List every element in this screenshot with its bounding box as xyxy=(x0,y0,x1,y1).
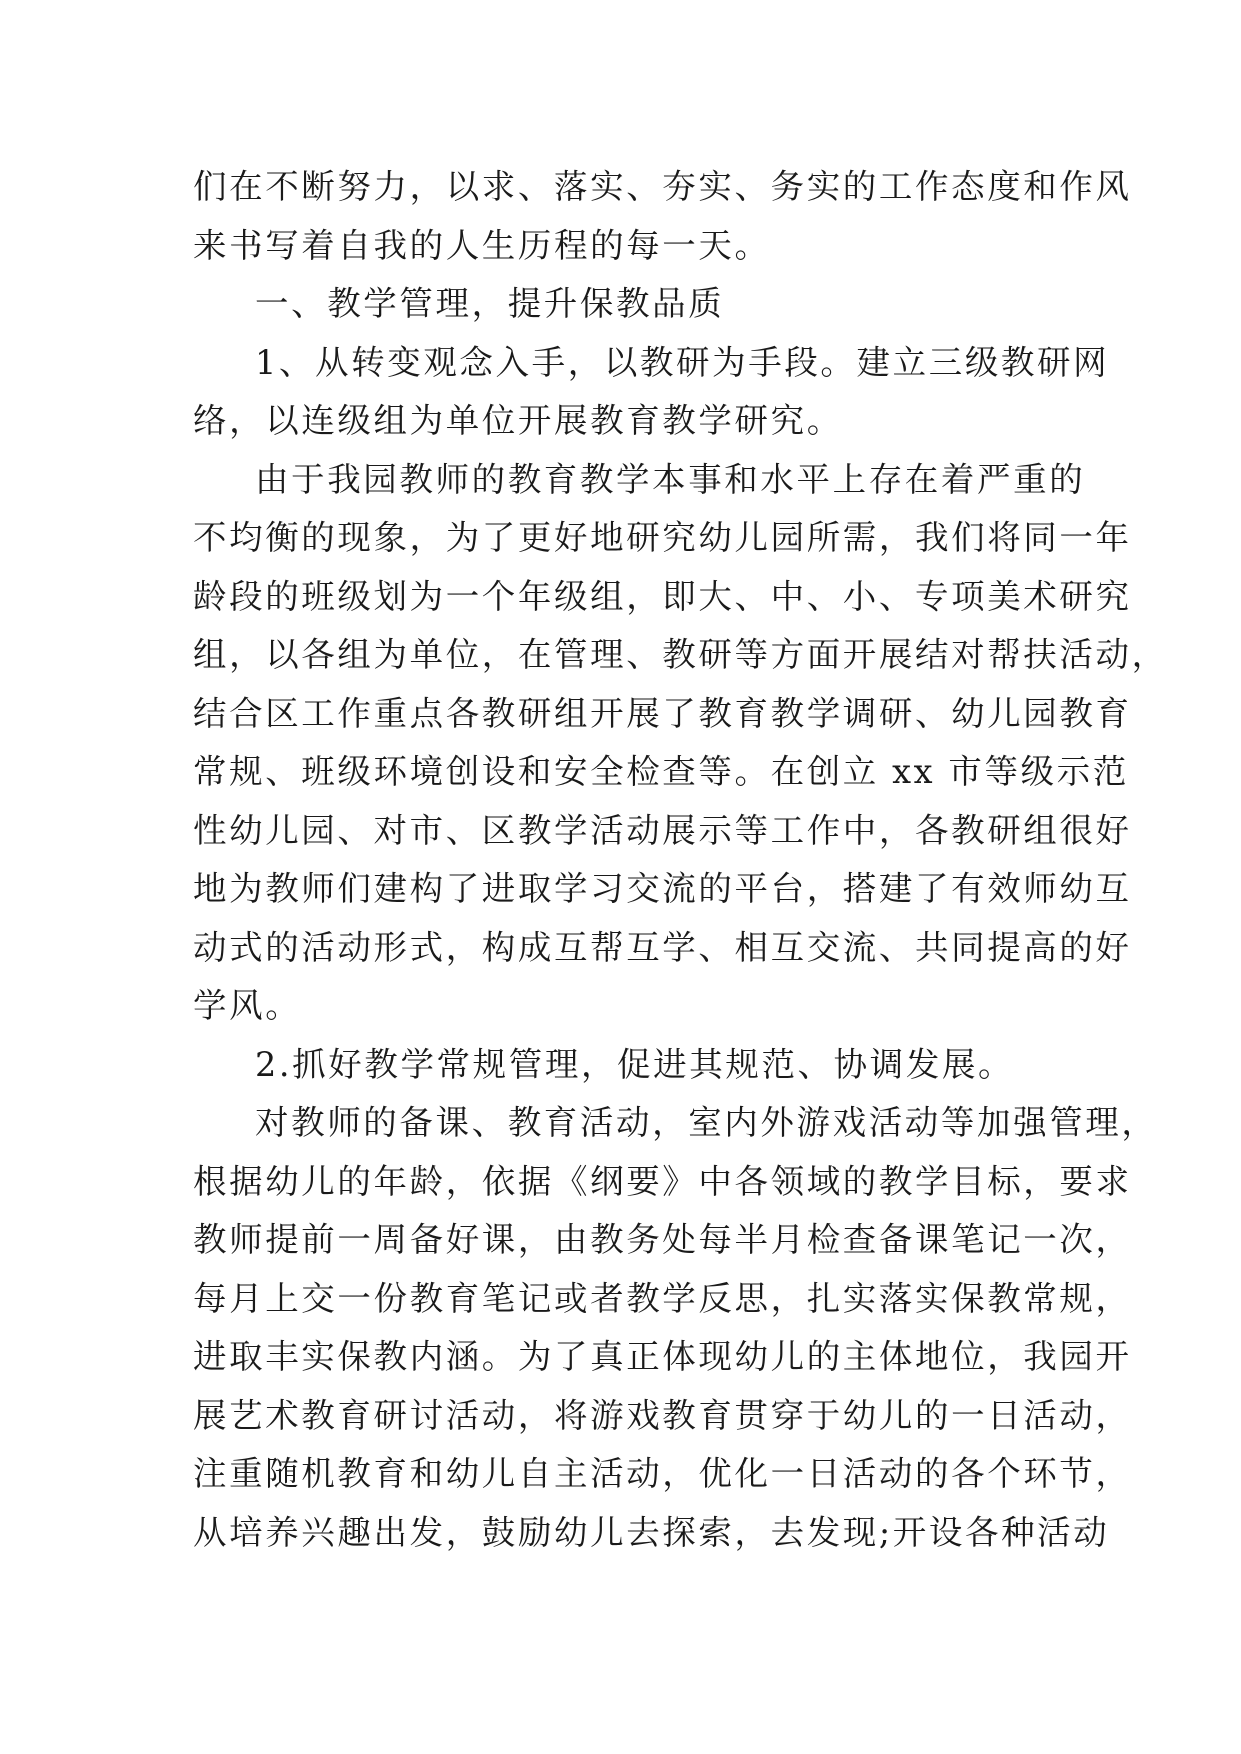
text-line: 2.抓好教学常规管理，促进其规范、协调发展。 xyxy=(255,1044,1015,1084)
text-line: 注重随机教育和幼儿自主活动，优化一日活动的各个环节， xyxy=(193,1454,1132,1493)
text-line: 来书写着自我的人生历程的每一天。 xyxy=(193,225,771,265)
document-body xyxy=(193,158,1168,1562)
text-line: 络，以连级组为单位开展教育教学研究。 xyxy=(193,401,843,440)
text-line: 根据幼儿的年龄，依据《纲要》中各领域的教学目标，要求 xyxy=(193,1161,1132,1201)
text-line: 从培养兴趣出发，鼓励幼儿去探索，去发现;开设各种活动 xyxy=(193,1512,1110,1552)
text-line: 展艺术教育研讨活动，将游戏教育贯穿于幼儿的一日活动， xyxy=(193,1395,1132,1435)
text-line: 由于我园教师的教育教学本事和水平上存在着严重的 xyxy=(255,459,1086,499)
text-line: 动式的活动形式，构成互帮互学、相互交流、共同提高的好 xyxy=(193,927,1132,967)
text-line: 龄段的班级划为一个年级组，即大、中、小、专项美术研究 xyxy=(193,576,1132,616)
text-line: 地为教师们建构了进取学习交流的平台，搭建了有效师幼互 xyxy=(193,869,1132,908)
text-line: 性幼儿园、对市、区教学活动展示等工作中，各教研组很好 xyxy=(193,810,1132,850)
text-line: 常规、班级环境创设和安全检查等。在创立 xx 市等级示范 xyxy=(193,752,1129,791)
text-line: 结合区工作重点各教研组开展了教育教学调研、幼儿园教育 xyxy=(193,693,1132,733)
text-line: 进取丰实保教内涵。为了真正体现幼儿的主体地位，我园开 xyxy=(193,1337,1132,1376)
text-line: 们在不断努力，以求、落实、夯实、务实的工作态度和作风 xyxy=(193,167,1132,206)
text-line: 不均衡的现象，为了更好地研究幼儿园所需，我们将同一年 xyxy=(193,518,1132,557)
text-line: 一、教学管理，提升保教品质 xyxy=(255,284,725,323)
text-line: 组，以各组为单位，在管理、教研等方面开展结对帮扶活动， xyxy=(193,635,1168,674)
text-line: 学风。 xyxy=(193,986,302,1025)
text-line: 每月上交一份教育笔记或者教学反思，扎实落实保教常规， xyxy=(193,1278,1132,1318)
text-line: 教师提前一周备好课，由教务处每半月检查备课笔记一次， xyxy=(193,1220,1132,1259)
text-line: 1、从转变观念入手，以教研为手段。建立三级教研网 xyxy=(255,342,1110,382)
text-line: 对教师的备课、教育活动，室内外游戏活动等加强管理， xyxy=(255,1103,1158,1142)
